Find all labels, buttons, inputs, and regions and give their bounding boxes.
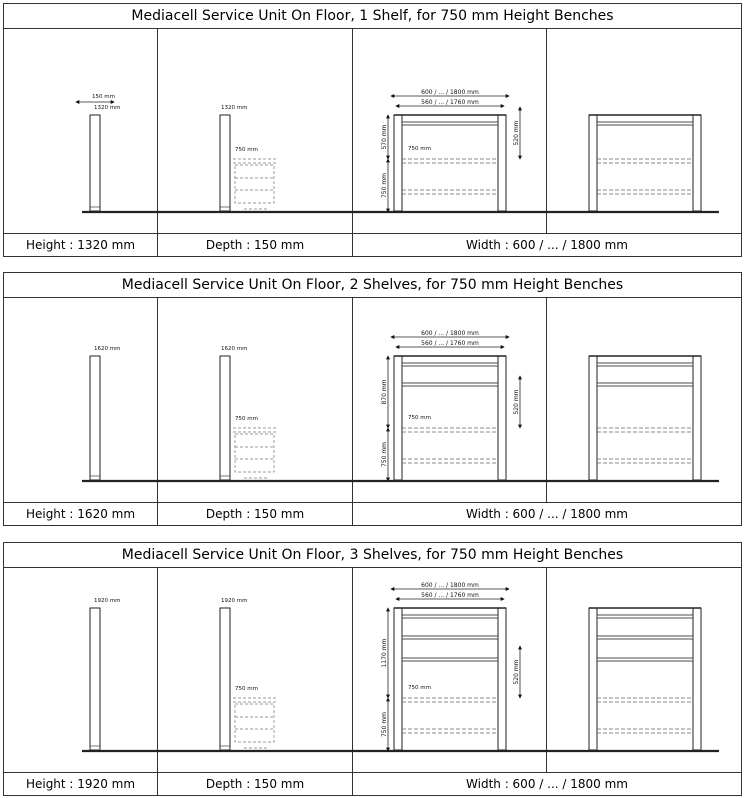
panel-drawing xyxy=(4,298,741,502)
panel-title: Mediacell Service Unit On Floor, 3 Shelves, for 750 mm Height Benches xyxy=(4,543,741,568)
dim-unit-shelf-1 xyxy=(402,615,498,618)
panel-2-shelves xyxy=(3,272,742,526)
inner-width-dim-label: 560 / ... / 1760 mm xyxy=(421,99,479,106)
column-width-text: 150 mm xyxy=(92,94,115,100)
dim-unit-shelf-2 xyxy=(402,383,498,386)
plain-unit-shelf-1 xyxy=(597,363,693,366)
label-row xyxy=(4,502,741,525)
plain-unit-shelf-2 xyxy=(597,383,693,386)
width-label: Width : 600 / ... / 1800 mm xyxy=(466,238,628,252)
bench-drawer-dashed xyxy=(235,704,274,742)
depth-label: Depth : 150 mm xyxy=(158,234,353,256)
dim-unit-shelf-3 xyxy=(402,658,498,661)
dim-unit-right-post xyxy=(498,115,506,211)
inner-width-dim-label: 560 / ... / 1760 mm xyxy=(421,592,479,599)
plain-unit-shelf-1 xyxy=(597,122,693,125)
panel-1-shelf xyxy=(3,3,742,257)
plain-unit-shelf-2 xyxy=(597,636,693,639)
drawing-row xyxy=(4,568,741,772)
plain-unit-shelf-3 xyxy=(597,658,693,661)
drawing-row xyxy=(4,29,741,233)
plain-unit-right-post xyxy=(693,115,701,211)
dim-unit-shelf-2 xyxy=(402,636,498,639)
column-front xyxy=(90,356,100,480)
panel-3-shelves xyxy=(3,542,742,796)
plain-unit-right-post xyxy=(693,356,701,480)
dim-unit-left-post xyxy=(394,608,402,750)
panel-drawing xyxy=(4,568,741,772)
upper-height-dim-label: 1170 mm xyxy=(381,638,388,668)
column-front xyxy=(90,115,100,211)
drawing-row xyxy=(4,298,741,502)
shelf-height-dim-label: 520 mm xyxy=(513,389,520,415)
inner-width-dim-label: 560 / ... / 1760 mm xyxy=(421,340,479,347)
width-label: Width : 600 / ... / 1800 mm xyxy=(466,507,628,521)
dim-unit-right-post xyxy=(498,608,506,750)
column-height-text: 1920 mm xyxy=(94,598,121,604)
panel-title: Mediacell Service Unit On Floor, 1 Shelf, for 750 mm Height Benches xyxy=(4,4,741,29)
column-height-text: 1320 mm xyxy=(94,105,121,111)
side-height-text: 1620 mm xyxy=(221,346,248,352)
column-side xyxy=(220,115,230,211)
height-label: Height : 1620 mm xyxy=(4,503,158,525)
plain-unit-left-post xyxy=(589,608,597,750)
depth-label: Depth : 150 mm xyxy=(158,503,353,525)
side-bench-text: 750 mm xyxy=(235,686,258,692)
upper-height-dim-label: 870 mm xyxy=(381,379,388,405)
bench-label-text: 750 mm xyxy=(408,146,431,152)
shelf-height-dim-label: 520 mm xyxy=(513,659,520,685)
outer-width-dim-label: 600 / ... / 1800 mm xyxy=(421,582,479,589)
bench-label-text: 750 mm xyxy=(408,415,431,421)
column-front xyxy=(90,608,100,750)
plain-unit-right-post xyxy=(693,608,701,750)
side-bench-text: 750 mm xyxy=(235,416,258,422)
dim-unit-left-post xyxy=(394,356,402,480)
plain-unit-left-post xyxy=(589,115,597,211)
side-height-text: 1320 mm xyxy=(221,105,248,111)
height-label: Height : 1920 mm xyxy=(4,773,158,795)
side-bench-text: 750 mm xyxy=(235,147,258,153)
panel-drawing xyxy=(4,29,741,233)
depth-label: Depth : 150 mm xyxy=(158,773,353,795)
bench-height-dim-label: 750 mm xyxy=(381,441,388,468)
outer-width-dim-label: 600 / ... / 1800 mm xyxy=(421,330,479,337)
label-row xyxy=(4,772,741,795)
shelf-height-dim-label: 520 mm xyxy=(513,120,520,146)
label-row xyxy=(4,233,741,256)
plain-unit-left-post xyxy=(589,356,597,480)
column-side xyxy=(220,356,230,480)
panel-title: Mediacell Service Unit On Floor, 2 Shelves, for 750 mm Height Benches xyxy=(4,273,741,298)
dim-unit-shelf-1 xyxy=(402,363,498,366)
upper-height-dim-label: 570 mm xyxy=(381,124,388,150)
dim-unit-shelf-1 xyxy=(402,122,498,125)
width-label: Width : 600 / ... / 1800 mm xyxy=(466,777,628,791)
dim-unit-right-post xyxy=(498,356,506,480)
column-side xyxy=(220,608,230,750)
bench-height-dim-label: 750 mm xyxy=(381,172,388,199)
bench-height-dim-label: 750 mm xyxy=(381,711,388,738)
bench-drawer-dashed xyxy=(235,434,274,472)
dim-unit-left-post xyxy=(394,115,402,211)
column-height-text: 1620 mm xyxy=(94,346,121,352)
plain-unit-shelf-1 xyxy=(597,615,693,618)
height-label: Height : 1320 mm xyxy=(4,234,158,256)
bench-label-text: 750 mm xyxy=(408,685,431,691)
bench-drawer-dashed xyxy=(235,165,274,203)
outer-width-dim-label: 600 / ... / 1800 mm xyxy=(421,89,479,96)
side-height-text: 1920 mm xyxy=(221,598,248,604)
